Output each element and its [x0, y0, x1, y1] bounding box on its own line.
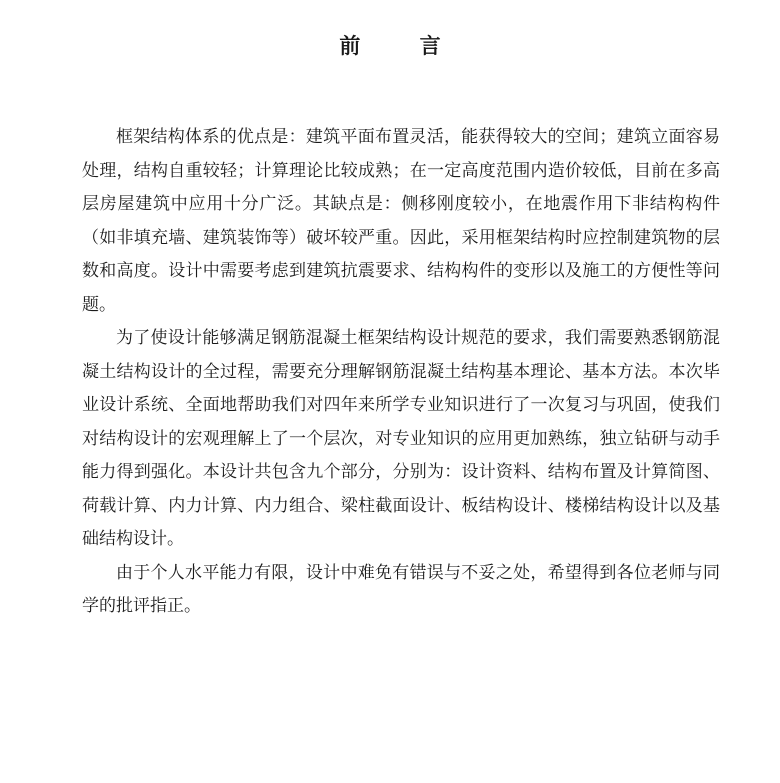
- document-body: [82, 121, 720, 624]
- paragraph-advantages: 框架结构体系的优点是：建筑平面布置灵活，能获得较大的空间；建筑立面容易处理，结构自重较轻；计算理论比较成熟；在一定高度范围内造价较低，目前在多高层房屋建筑中应用十分广泛。其缺点是：侧移刚度较小，在地震作用下非结构构件（如非填充墙、建筑装饰等）破坏较严重。因此，采用框架结构时应控制建筑物的层数和高度。设计中需要考虑到建筑抗震要求、结构构件的变形以及施工的方便性等问题。: [82, 127, 720, 315]
- page-title: 前 言: [339, 33, 467, 58]
- paragraph-closing: 由于个人水平能力有限，设计中难免有错误与不妥之处，希望得到各位老师与同学的批评指正。: [82, 562, 720, 616]
- paragraph-design-purpose: 为了使设计能够满足钢筋混凝土框架结构设计规范的要求，我们需要熟悉钢筋混凝土结构设计的全过程，需要充分理解钢筋混凝土结构基本理论、基本方法。本次毕业设计系统、全面地帮助我们对四年来所学专业知识进行了一次复习与巩固，使我们对结构设计的宏观理解上了一个层次，对专业知识的应用更加熟练，独立钻研与动手能力得到强化。本设计共包含九个部分，分别为：设计资料、结构布置及计算简图、荷载计算、内力计算、内力组合、梁柱截面设计、板结构设计、楼梯结构设计以及基础结构设计。: [82, 328, 720, 549]
